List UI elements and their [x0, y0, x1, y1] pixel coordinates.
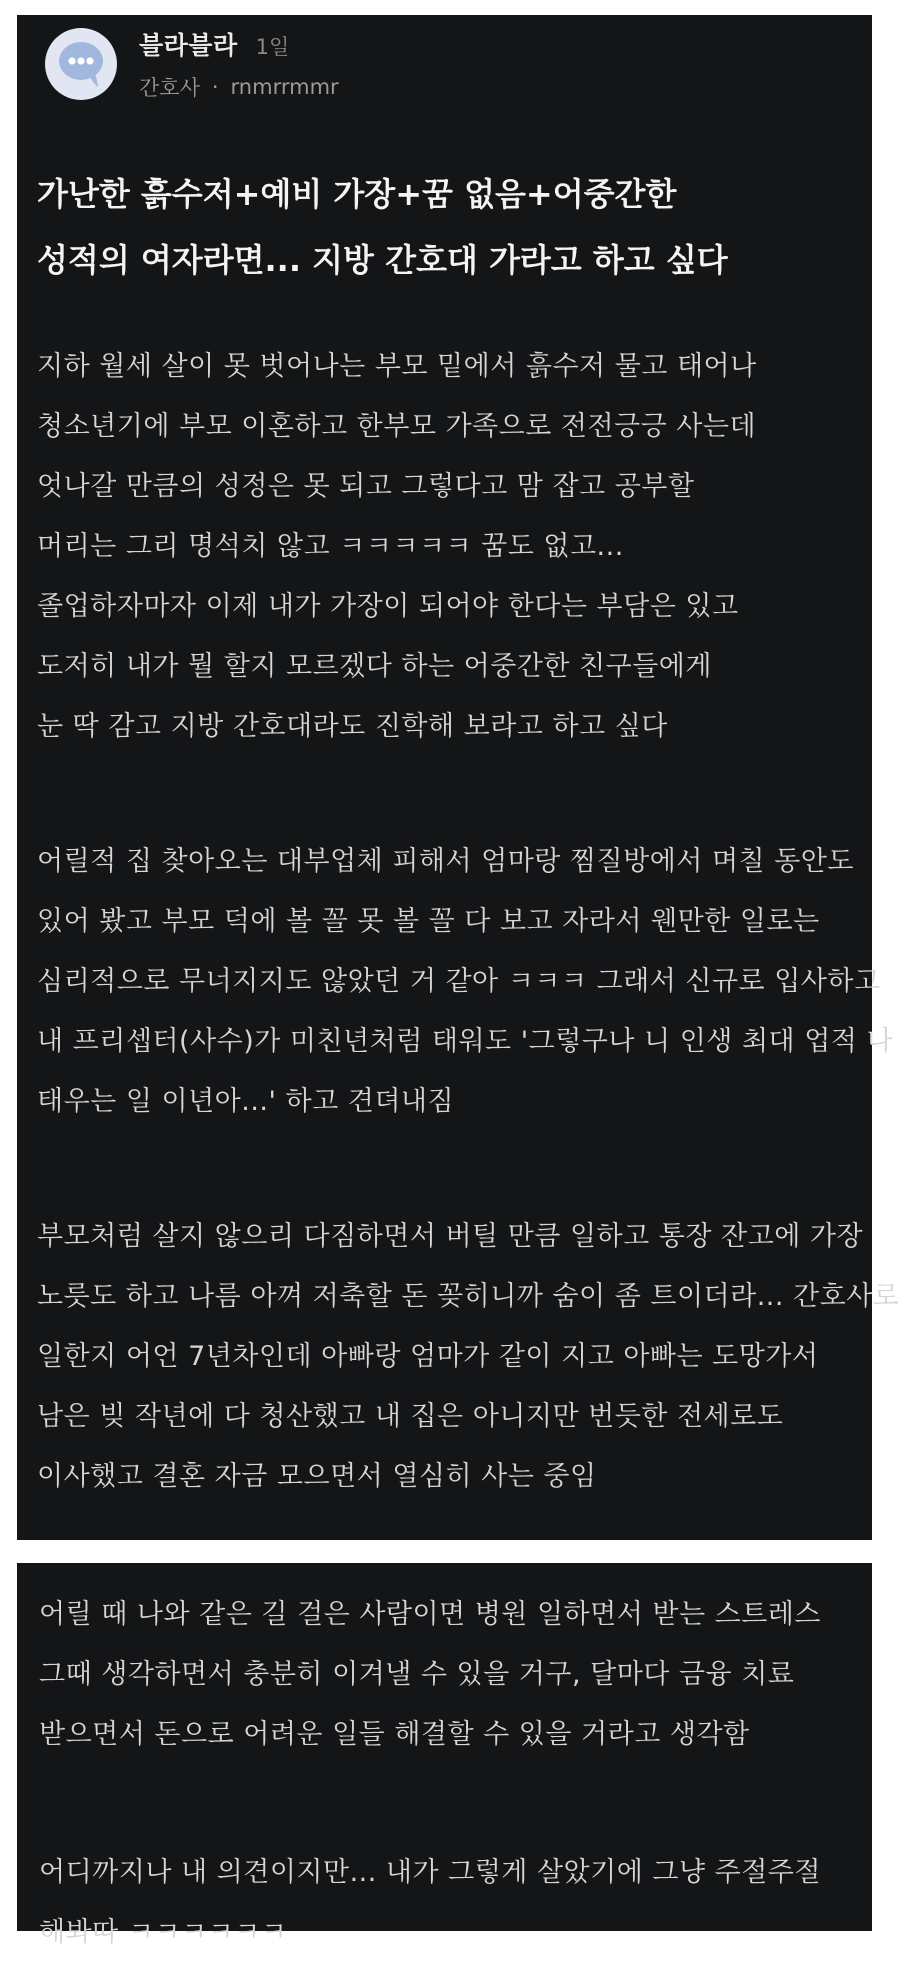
text-line: 머리는 그리 명석치 않고 ㅋㅋㅋㅋㅋ 꿈도 없고... — [37, 531, 624, 562]
post-title — [37, 161, 852, 293]
text-line: 내 프리셉터(사수)가 미친년처럼 태워도 '그렇구나 니 인생 최대 업적 나 — [37, 1026, 894, 1057]
text-line: 엇나갈 만큼의 성정은 못 되고 그렇다고 맘 잡고 공부할 — [37, 471, 695, 502]
text-line: 남은 빚 작년에 다 청산했고 내 집은 아니지만 번듯한 전세로도 — [37, 1401, 784, 1432]
author-meta — [139, 72, 339, 102]
author-handle: rnmrrmmr — [230, 75, 339, 99]
channel-name[interactable]: 블라블라 — [139, 31, 238, 60]
text-line: 가난한 흙수저+예비 가장+꿈 없음+어중간한 — [37, 175, 677, 213]
name-row — [139, 26, 339, 62]
avatar[interactable] — [45, 28, 117, 100]
text-line: 눈 딱 감고 지방 간호대라도 진학해 보라고 하고 싶다 — [37, 711, 668, 742]
text-line: 있어 봤고 부모 덕에 볼 꼴 못 볼 꼴 다 보고 자라서 웬만한 일로는 — [37, 906, 820, 937]
post-paragraph-3 — [37, 1207, 899, 1507]
text-line: 성적의 여자라면... 지방 간호대 가라고 하고 싶다 — [37, 241, 728, 279]
text-line: 해봐따 ㅋㅋㅋㅋㅋㅋ — [39, 1917, 288, 1948]
post-header — [37, 27, 852, 101]
text-line: 부모처럼 살지 않으리 다짐하면서 버틸 만큼 일하고 통장 잔고에 가장 — [37, 1221, 864, 1252]
text-line: 노릇도 하고 나름 아껴 저축할 돈 꽂히니까 숨이 좀 트이더라... 간호사로 — [37, 1281, 899, 1312]
header-text — [139, 26, 339, 102]
text-line: 이사했고 결혼 자금 모으면서 열심히 사는 중임 — [37, 1461, 597, 1492]
post-paragraph-2 — [37, 832, 894, 1132]
text-line: 그때 생각하면서 충분히 이겨낼 수 있을 거구, 달마다 금융 치료 — [39, 1659, 795, 1690]
author-job: 간호사 — [139, 76, 200, 100]
meta-separator: · — [211, 75, 219, 99]
text-line: 어릴 때 나와 같은 길 걸은 사람이면 병원 일하면서 받는 스트레스 — [39, 1599, 821, 1630]
post-paragraph-5 — [39, 1843, 852, 1963]
text-line: 청소년기에 부모 이혼하고 한부모 가족으로 전전긍긍 사는데 — [37, 411, 757, 442]
post-card-bottom — [17, 1563, 872, 1948]
post-age: 1일 — [255, 35, 290, 59]
post-paragraph-4 — [39, 1585, 852, 1765]
post-card-top — [17, 15, 899, 1540]
text-line: 심리적으로 무너지지도 않았던 거 같아 ㅋㅋㅋ 그래서 신규로 입사하고 — [37, 966, 881, 997]
text-line: 태우는 일 이년아...' 하고 견뎌내짐 — [37, 1086, 455, 1117]
text-line: 지하 월세 살이 못 벗어나는 부모 밑에서 흙수저 물고 태어나 — [37, 351, 757, 382]
text-line: 졸업하자마자 이제 내가 가장이 되어야 한다는 부담은 있고 — [37, 591, 739, 622]
text-line: 받으면서 돈으로 어려운 일들 해결할 수 있을 거라고 생각함 — [39, 1719, 750, 1750]
post-paragraph-1 — [37, 337, 852, 757]
text-line: 도저히 내가 뭘 할지 모르겠다 하는 어중간한 친구들에게 — [37, 651, 712, 682]
chat-bubble-icon — [45, 85, 117, 104]
text-line: 어디까지나 내 의견이지만... 내가 그렇게 살았기에 그냥 주절주절 — [39, 1857, 821, 1888]
text-line: 어릴적 집 찾아오는 대부업체 피해서 엄마랑 찜질방에서 며칠 동안도 — [37, 846, 854, 877]
text-line: 일한지 어언 7년차인데 아빠랑 엄마가 같이 지고 아빠는 도망가서 — [37, 1341, 819, 1372]
